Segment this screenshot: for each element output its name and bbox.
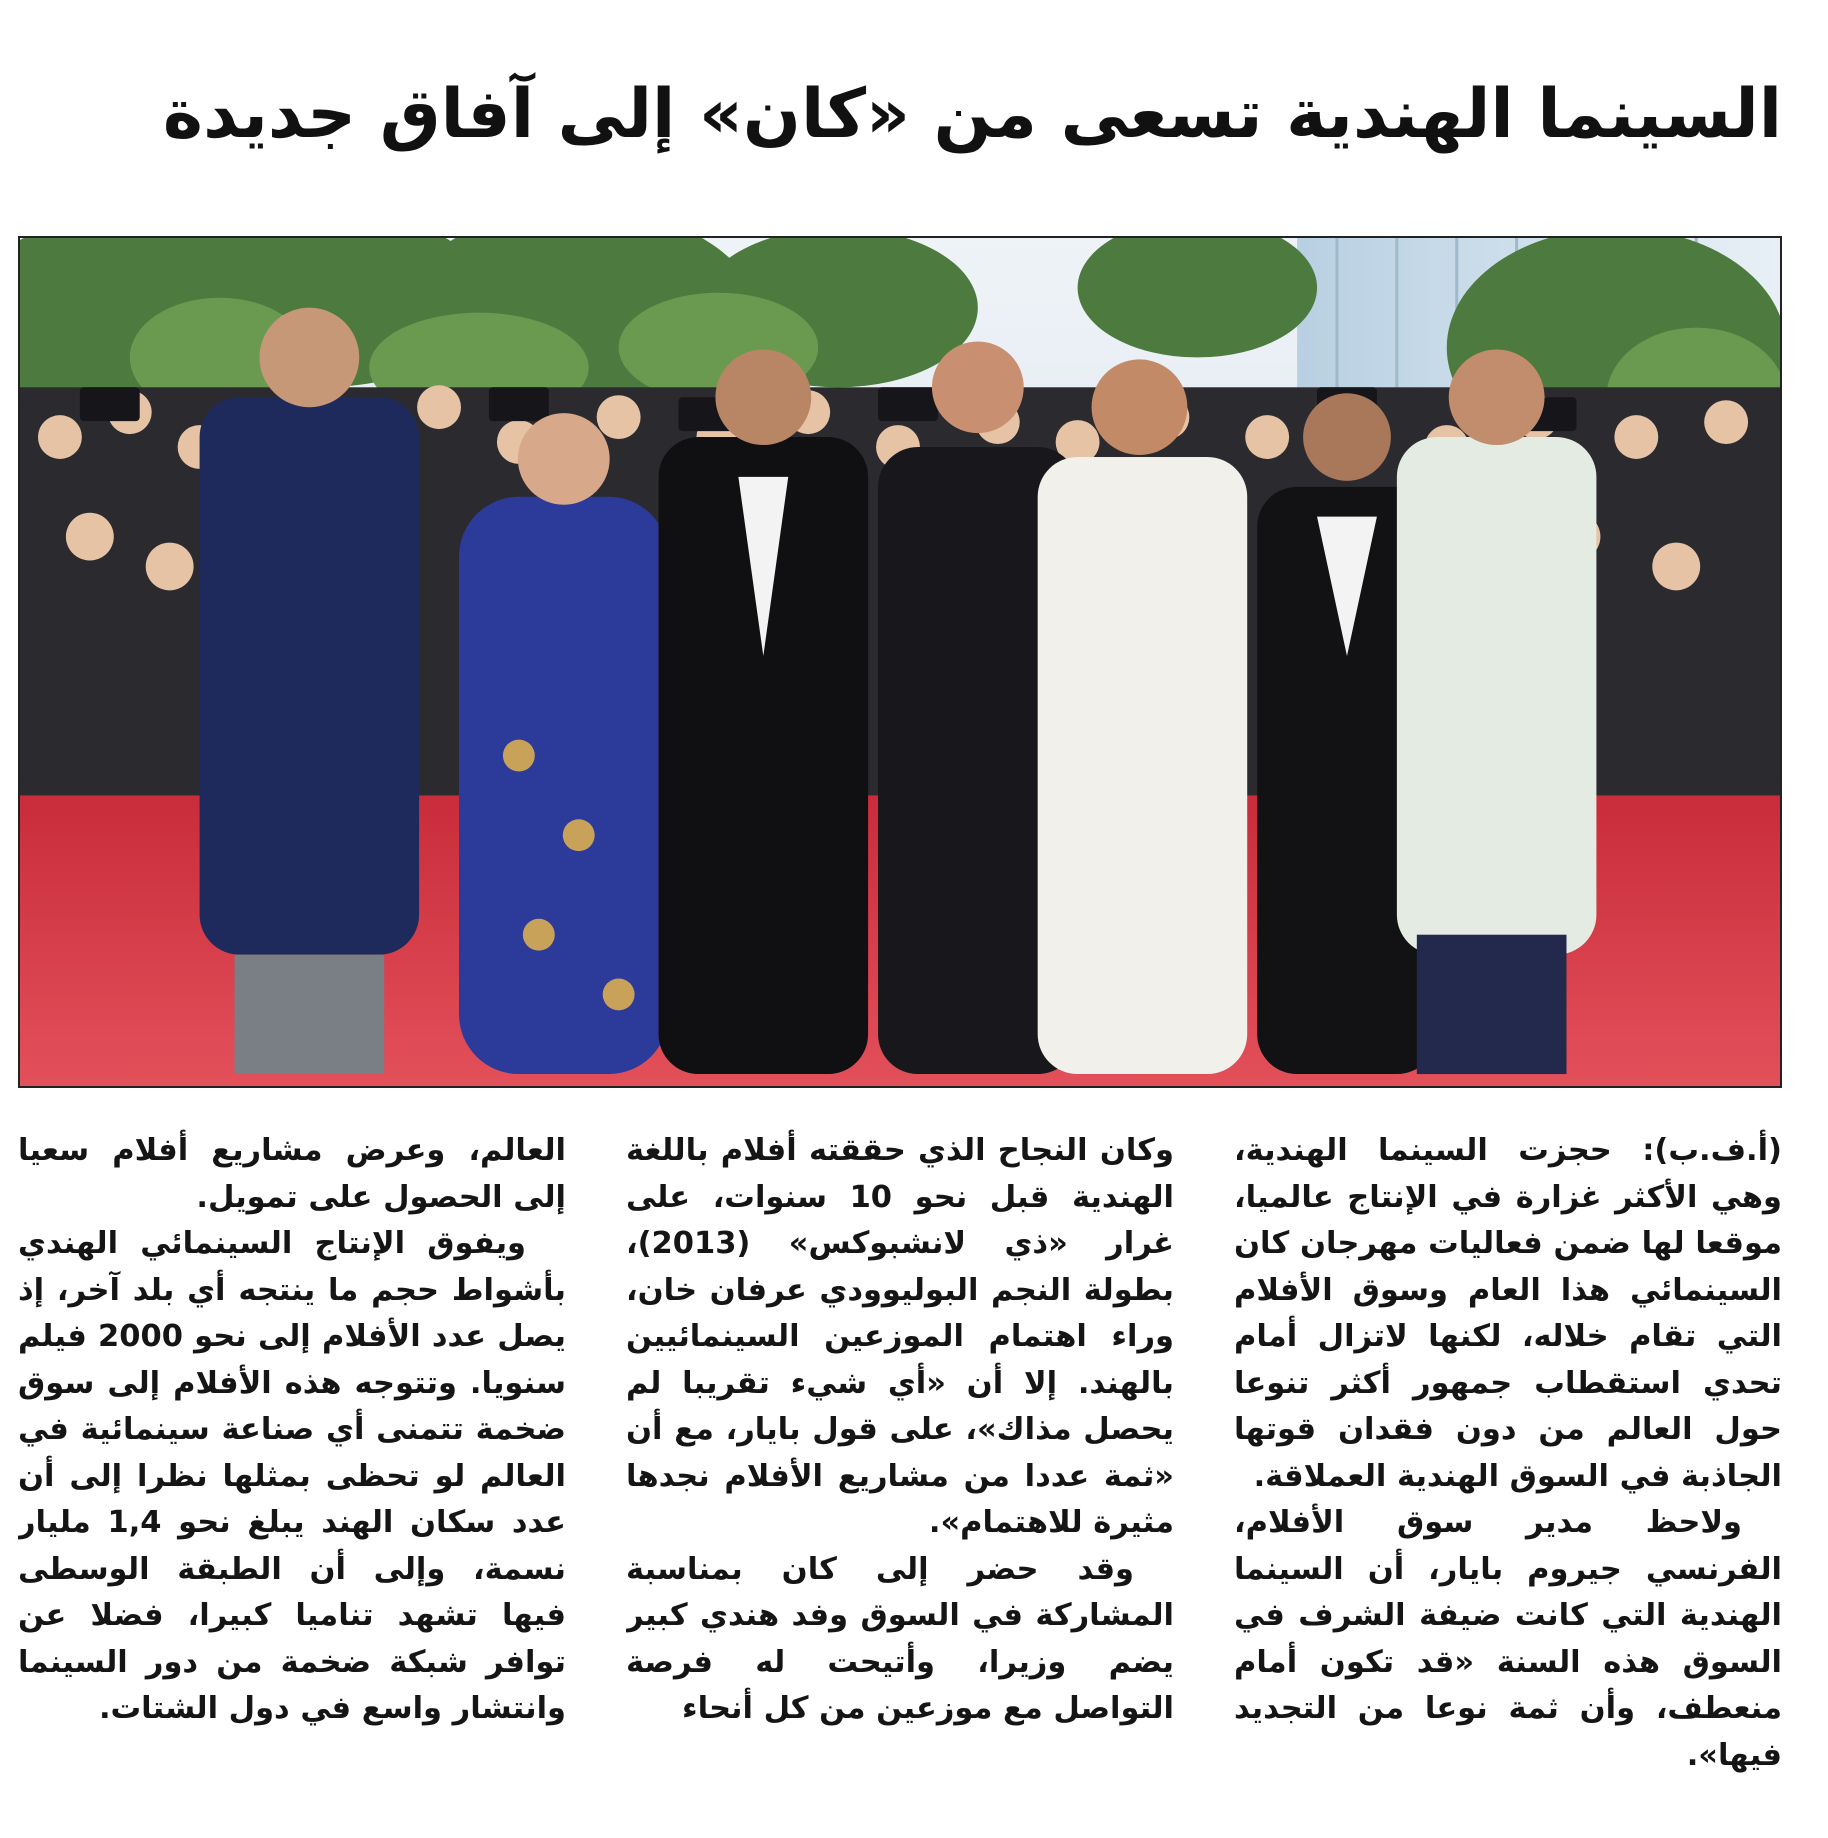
article-body <box>18 1128 1782 1818</box>
paragraph: ويفوق الإنتاج السينمائي الهندي بأشواط حجم ما ينتجه أي بلد آخر، إذ يصل عدد الأفلام إلى نحو 2000 فيلم سنويا. وتتوجه هذه الأفلام إلى سوق ضخمة تتمنى أي صناعة سينمائية في العالم لو تحظى بمثلها نظرا إلى أن عدد سكان الهند يبلغ نحو 1,4 مليار نسمة، وإلى أن الطبقة الوسطى فيها تشهد تناميا كبيرا، فضلا عن توافر شبكة ضخمة من دور السينما وانتشار واسع في دول الشتات. <box>18 1226 566 1726</box>
article-column-2 <box>626 1128 1174 1818</box>
paragraph: وقد حضر إلى كان بمناسبة المشاركة في السوق وفد هندي كبير يضم وزيرا، وأتيحت له فرصة التواصل مع موزعين من كل أنحاء <box>626 1551 1174 1726</box>
paragraph: (أ.ف.ب): حجزت السينما الهندية، وهي الأكثر غزارة في الإنتاج عالميا، موقعا لها ضمن فعاليات مهرجان كان السينمائي هذا العام وسوق الأفلام التي تقام خلاله، لكنها لاتزال أمام تحدي استقطاب جمهور أكثر تنوعا حول العالم من دون فقدان قوتها الجاذبة في السوق الهندية العملاقة. <box>1234 1133 1782 1494</box>
headline: السينما الهندية تسعى من «كان» إلى آفاق جديدة <box>162 75 1783 154</box>
article-column-1 <box>1234 1128 1782 1818</box>
paragraph: العالم، وعرض مشاريع أفلام سعيا إلى الحصول على تمويل. <box>18 1133 566 1215</box>
red-carpet-photo-illustration <box>20 238 1780 1086</box>
paragraph: وكان النجاح الذي حققته أفلام باللغة الهندية قبل نحو 10 سنوات، على غرار «ذي لانشبوكس» (2013)، بطولة النجم البوليوودي عرفان خان، وراء اهتمام الموزعين السينمائيين بالهند. إلا أن «أي شيء تقريبا لم يحصل مذاك»، على قول بايار، مع أن «ثمة عددا من مشاريع الأفلام نجدها مثيرة للاهتمام». <box>626 1133 1174 1540</box>
paragraph: ولاحظ مدير سوق الأفلام، الفرنسي جيروم بايار، أن السينما الهندية التي كانت ضيفة الشرف في السوق هذه السنة «قد تكون أمام منعطف، وأن ثمة نوعا من التجديد فيها». <box>1234 1505 1782 1773</box>
article-column-3 <box>18 1128 566 1818</box>
red-carpet-photo <box>18 236 1782 1088</box>
